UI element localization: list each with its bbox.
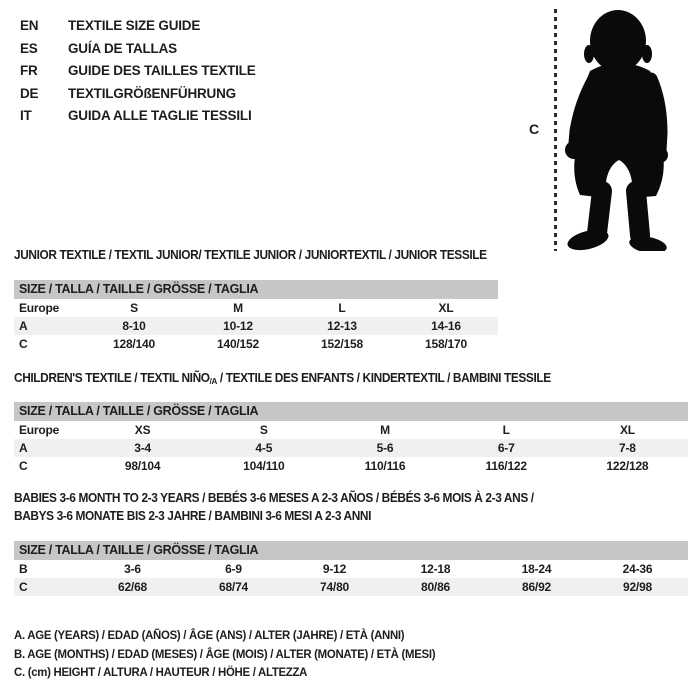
table-row <box>14 335 498 353</box>
legend-line-a: A. AGE (YEARS) / EDAD (AÑOS) / ÂGE (ANS) / ALTER (JAHRE) / ETÀ (ANNI) <box>14 628 405 642</box>
height-cell: 158/170 <box>425 337 467 351</box>
row-label: C <box>19 459 28 473</box>
months-cell: 6-9 <box>225 562 242 576</box>
table-row <box>14 560 688 578</box>
lang-title-en: TEXTILE SIZE GUIDE <box>68 18 201 33</box>
legend-line-c: C. (cm) HEIGHT / ALTURA / HAUTEUR / HÖHE / ALTEZZA <box>14 665 308 679</box>
height-cell: 122/128 <box>606 459 649 473</box>
table-row <box>14 578 688 596</box>
size-cell: S <box>259 423 268 437</box>
height-measure-label: C <box>529 121 540 137</box>
size-cell: L <box>338 301 346 315</box>
height-cell: 152/158 <box>321 337 363 351</box>
children-title-pre: CHILDREN'S TEXTILE / TEXTIL NIÑO <box>14 371 210 385</box>
months-cell: 24-36 <box>622 562 653 576</box>
babies-section-title-line2: BABYS 3-6 MONATE BIS 2-3 JAHRE / BAMBINI 3-6 MESI A 2-3 ANNI <box>14 509 372 523</box>
size-cell: M <box>380 423 390 437</box>
lang-title-de: TEXTILGRÖßENFÜHRUNG <box>68 85 236 101</box>
months-cell: 3-6 <box>124 562 141 576</box>
age-cell: 14-16 <box>431 319 461 333</box>
row-label: C <box>19 337 28 351</box>
months-cell: 12-18 <box>420 562 451 576</box>
lang-code-fr: FR <box>20 63 38 78</box>
lang-code-en: EN <box>20 18 39 33</box>
babies-size-table <box>14 541 688 596</box>
height-measure-dashed-line <box>554 9 557 251</box>
row-label: C <box>19 580 28 594</box>
table-row <box>14 317 498 335</box>
height-cell: 74/80 <box>319 580 350 594</box>
height-cell: 104/110 <box>243 459 285 473</box>
legend-line-b: B. AGE (MONTHS) / EDAD (MESES) / ÂGE (MOIS) / ALTER (MONATE) / ETÀ (MESI) <box>14 646 436 661</box>
children-table-size-header: SIZE / TALLA / TAILLE / GRÖSSE / TAGLIA <box>14 402 688 421</box>
height-cell: 140/152 <box>217 337 259 351</box>
size-cell: S <box>130 301 138 315</box>
height-cell: 128/140 <box>113 337 155 351</box>
table-row <box>14 299 498 317</box>
height-cell: 116/122 <box>485 459 527 473</box>
size-cell: L <box>502 423 510 437</box>
age-cell: 5-6 <box>376 441 394 455</box>
age-cell: 7-8 <box>619 441 636 455</box>
table-row <box>14 421 688 439</box>
row-label: A <box>19 441 28 455</box>
lang-title-fr: GUIDE DES TAILLES TEXTILE <box>68 63 256 78</box>
legend <box>14 626 435 682</box>
row-label: Europe <box>19 423 60 437</box>
table-row <box>14 457 688 475</box>
age-cell: 6-7 <box>497 441 515 455</box>
age-cell: 8-10 <box>122 319 146 333</box>
baby-figure <box>525 5 700 255</box>
height-cell: 80/86 <box>420 580 451 594</box>
children-section-title <box>14 371 551 386</box>
size-cell: XL <box>438 301 454 315</box>
age-cell: 12-13 <box>327 319 357 333</box>
age-cell: 3-4 <box>134 441 151 455</box>
baby-silhouette-icon <box>561 5 691 251</box>
lang-code-it: IT <box>20 108 32 123</box>
lang-title-it: GUIDA ALLE TAGLIE TESSILI <box>68 108 252 123</box>
row-label: Europe <box>19 301 60 315</box>
size-cell: XL <box>619 423 635 437</box>
junior-table-size-header: SIZE / TALLA / TAILLE / GRÖSSE / TAGLIA <box>14 280 498 299</box>
height-cell: 110/116 <box>364 459 406 473</box>
size-cell: M <box>233 301 243 315</box>
months-cell: 9-12 <box>322 562 347 576</box>
babies-table-size-header: SIZE / TALLA / TAILLE / GRÖSSE / TAGLIA <box>14 541 688 560</box>
age-cell: 10-12 <box>223 319 253 333</box>
lang-code-es: ES <box>20 40 38 56</box>
junior-section-title: JUNIOR TEXTILE / TEXTIL JUNIOR/ TEXTILE JUNIOR / JUNIORTEXTIL / JUNIOR TESSILE <box>14 248 487 262</box>
row-label: B <box>19 562 28 576</box>
lang-title-es: GUÍA DE TALLAS <box>68 40 177 56</box>
height-cell: 92/98 <box>622 580 653 594</box>
height-cell: 86/92 <box>521 580 552 594</box>
size-cell: XS <box>134 423 151 437</box>
language-title-list <box>20 15 256 128</box>
table-row <box>14 439 688 457</box>
children-title-sub: /A <box>209 376 217 386</box>
children-size-table <box>14 402 688 475</box>
babies-section-title-line1: BABIES 3-6 MONTH TO 2-3 YEARS / BEBÉS 3-6 MESES A 2-3 AÑOS / BÉBÉS 3-6 MOIS À 2-3 ANS / <box>14 491 534 505</box>
children-title-post: / TEXTILE DES ENFANTS / KINDERTEXTIL / BAMBINI TESSILE <box>216 371 551 385</box>
height-cell: 62/68 <box>117 580 148 594</box>
months-cell: 18-24 <box>521 562 552 576</box>
age-cell: 4-5 <box>255 441 273 455</box>
height-cell: 98/104 <box>124 459 161 473</box>
junior-size-table <box>14 280 498 353</box>
height-cell: 68/74 <box>218 580 249 594</box>
row-label: A <box>19 319 28 333</box>
lang-code-de: DE <box>20 85 39 101</box>
